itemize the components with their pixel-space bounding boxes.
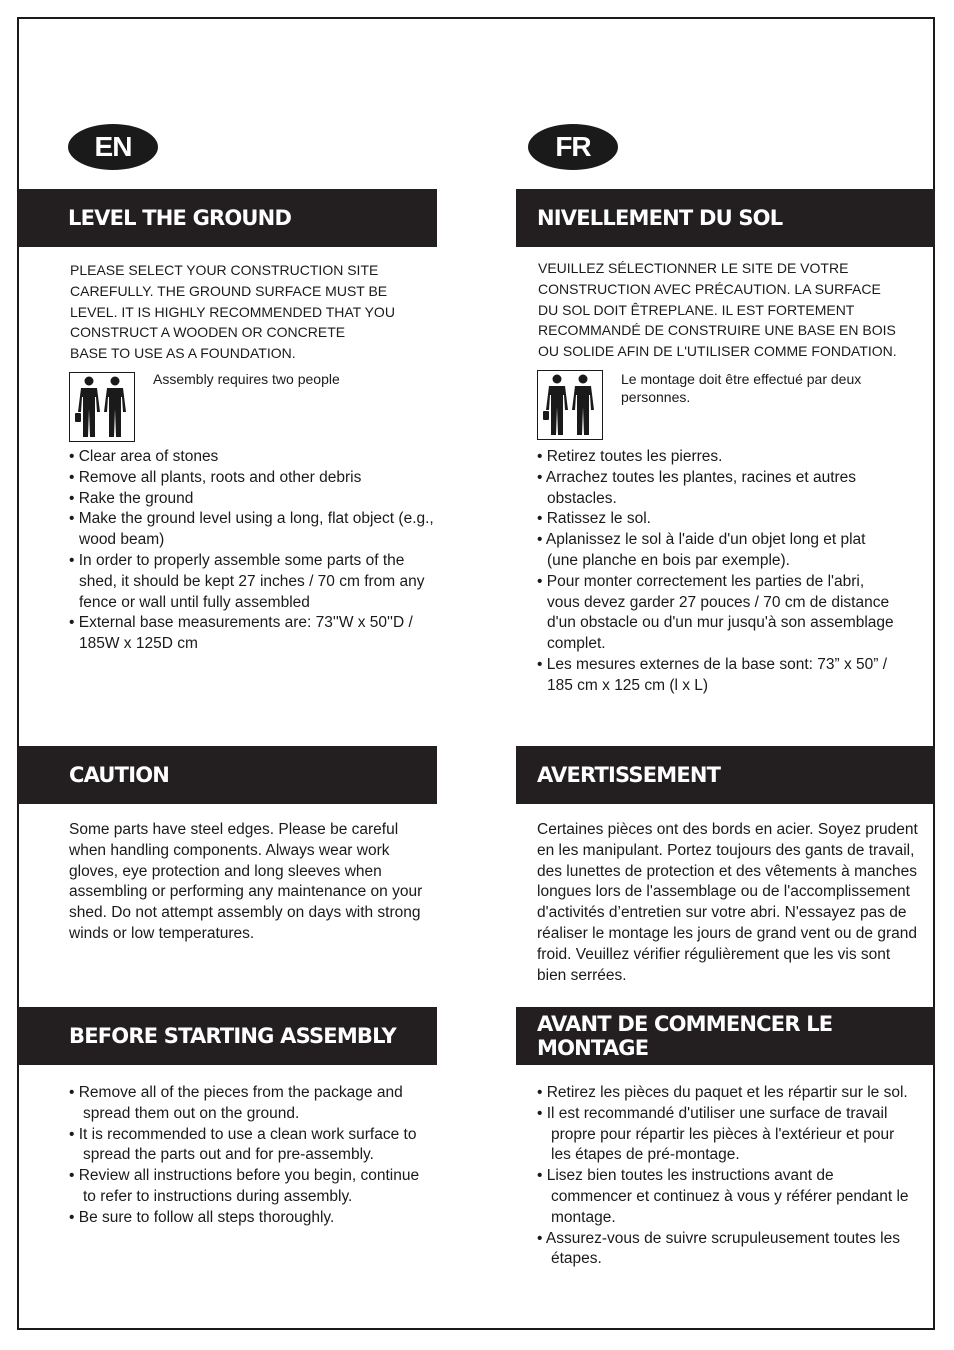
before-bullets-en	[69, 1083, 434, 1229]
list-item: • Review all instructions before you begin, continue to refer to instructions during assembly.	[69, 1166, 434, 1208]
list-item: • Pour monter correctement les parties de l'abri, vous devez garder 27 pouces / 70 cm de distance d'un obstacle ou d'un mur jusqu'à son assemblage complet.	[537, 572, 897, 655]
level-bullets-fr	[537, 447, 897, 697]
section-title-caution-fr: AVERTISSEMENT	[516, 746, 935, 804]
level-bullets-en	[69, 447, 434, 655]
section-title-level-fr: NIVELLEMENT DU SOL	[516, 189, 935, 247]
list-item: • It is recommended to use a clean work surface to spread the parts out and for pre-assembly.	[69, 1125, 434, 1167]
list-item: • Lisez bien toutes les instructions avant de commencer et continuez à vous y référer pendant le montage.	[537, 1166, 912, 1228]
section-title-level-en: LEVEL THE GROUND	[18, 189, 437, 247]
lang-badge-fr: FR	[528, 124, 618, 170]
list-item: • Remove all plants, roots and other debris	[69, 468, 434, 489]
list-item: • Remove all of the pieces from the package and spread them out on the ground.	[69, 1083, 434, 1125]
level-intro-en: PLEASE SELECT YOUR CONSTRUCTION SITE CAREFULLY. THE GROUND SURFACE MUST BE LEVEL. IT IS HIGHLY RECOMMENDED THAT YOU CONSTRUCT A WOODEN OR CONCRETE BASE TO USE AS A FOUNDATION.	[70, 262, 395, 362]
list-item: • Ratissez le sol.	[537, 509, 897, 530]
caution-text-fr: Certaines pièces ont des bords en acier. Soyez prudent en les manipulant. Portez toujours des gants de travail, des lunettes de protection et des vêtements à manches longues lors de l'assemblage ou de l'accomplissement d'activités d’entretien sur votre abri. N'essayez pas de réaliser le montage les jours de grand vent ou de grand froid. Veuillez vérifier régulièrement que les vis sont bien serrées.	[537, 821, 918, 984]
level-intro-fr: VEUILLEZ SÉLECTIONNER LE SITE DE VOTRE CONSTRUCTION AVEC PRÉCAUTION. LA SURFACE DU SOL DOIT ÊTREPLANE. IL EST FORTEMENT RECOMMANDÉ DE CONSTRUIRE UNE BASE EN BOIS OU SOLIDE AFIN DE L'UTILISER COMME FONDATION.	[538, 260, 897, 360]
section-title-before-fr: AVANT DE COMMENCER LE MONTAGE	[516, 1007, 935, 1065]
list-item: • Les mesures externes de la base sont: 73” x 50” / 185 cm x 125 cm (l x L)	[537, 655, 897, 697]
people-note-fr: Le montage doit être effectué par deux personnes.	[621, 371, 862, 405]
list-item: • Be sure to follow all steps thoroughly.	[69, 1208, 434, 1229]
lang-badge-en: EN	[68, 124, 158, 170]
list-item: • Aplanissez le sol à l'aide d'un objet long et plat (une planche en bois par exemple).	[537, 530, 897, 572]
people-note-en: Assembly requires two people	[153, 371, 340, 387]
list-item: • Retirez les pièces du paquet et les répartir sur le sol.	[537, 1083, 912, 1104]
two-people-icon-fr	[537, 370, 603, 440]
list-item: • Il est recommandé d'utiliser une surface de travail propre pour répartir les pièces à l'extérieur et pour les étapes de pré-montage.	[537, 1104, 912, 1166]
caution-text-en: Some parts have steel edges. Please be careful when handling components. Always wear work gloves, eye protection and long sleeves when assembling or performing any maintenance on your shed. Do not attempt assembly on days with strong winds or low temperatures.	[69, 821, 423, 942]
list-item: • Clear area of stones	[69, 447, 434, 468]
section-title-caution-en: CAUTION	[18, 746, 437, 804]
list-item: • Rake the ground	[69, 489, 434, 510]
list-item: • Retirez toutes les pierres.	[537, 447, 897, 468]
before-bullets-fr	[537, 1083, 912, 1270]
list-item: • Assurez-vous de suivre scrupuleusement toutes les étapes.	[537, 1229, 912, 1271]
list-item: • External base measurements are: 73''W x 50''D / 185W x 125D cm	[69, 613, 434, 655]
list-item: • Arrachez toutes les plantes, racines et autres obstacles.	[537, 468, 897, 510]
two-people-icon	[69, 372, 135, 442]
list-item: • Make the ground level using a long, flat object (e.g., wood beam)	[69, 509, 434, 551]
list-item: • In order to properly assemble some parts of the shed, it should be kept 27 inches / 70 cm from any fence or wall until fully assembled	[69, 551, 434, 613]
section-title-before-en: BEFORE STARTING ASSEMBLY	[18, 1007, 437, 1065]
